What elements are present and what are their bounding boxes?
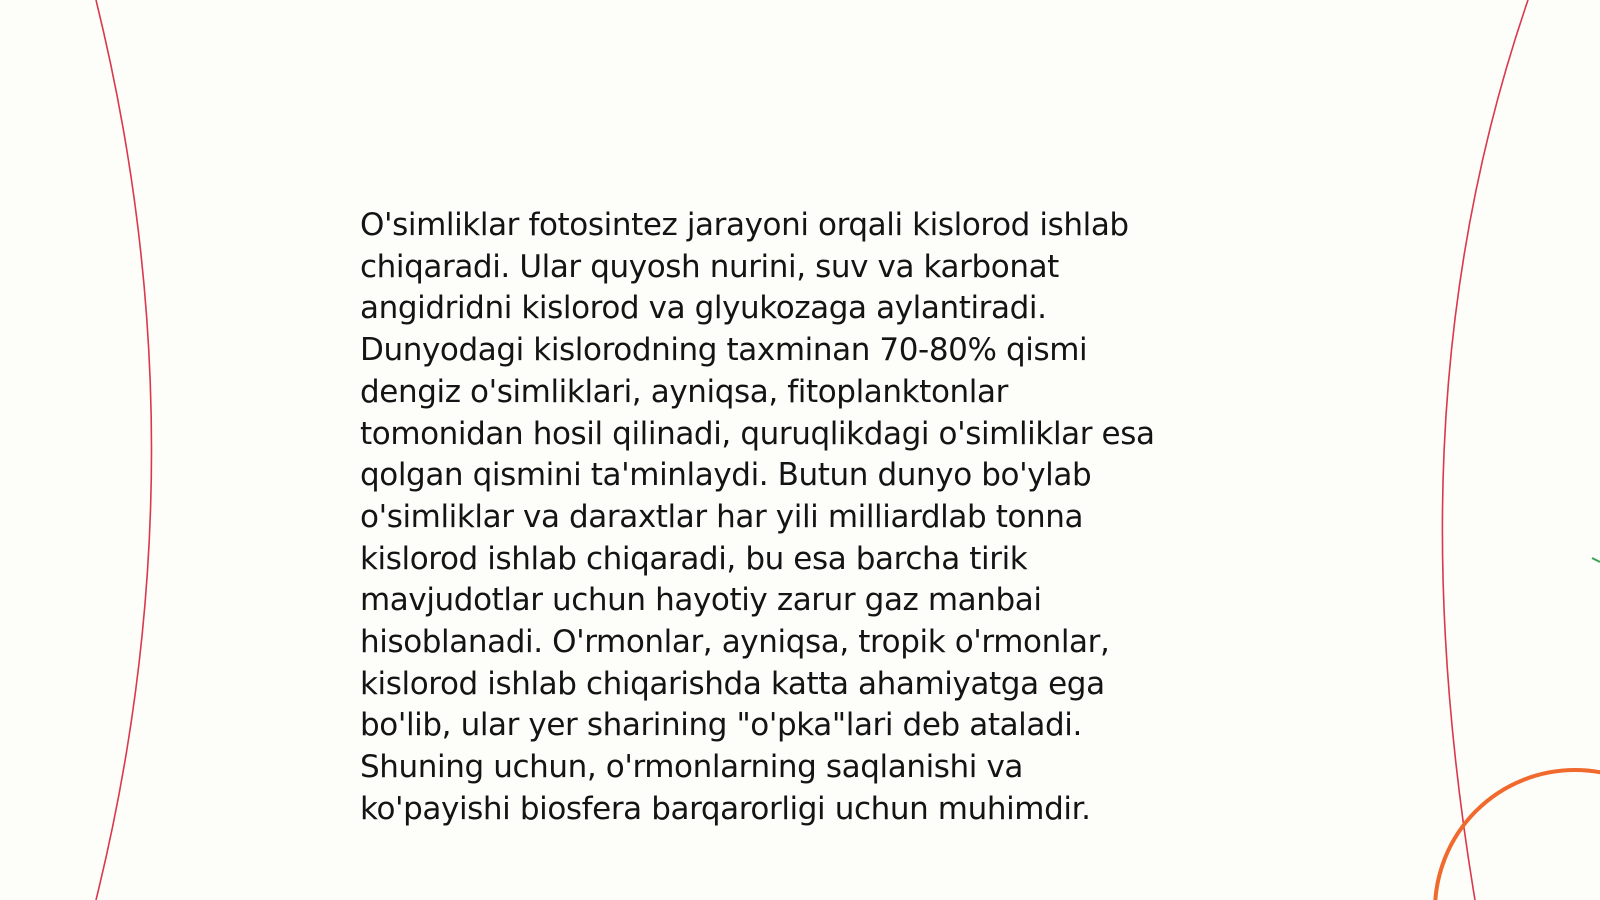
left-curve-line <box>96 0 152 900</box>
right-curve-line <box>1442 0 1528 900</box>
green-arrow-tick <box>1592 558 1600 562</box>
slide-body-text: O'simliklar fotosintez jarayoni orqali kislorod ishlab chiqaradi. Ular quyosh nurini, suv va karbonat angidridni kislorod va glyukozaga aylantiradi. Dunyodagi kislorodning taxminan 70-80% qismi dengiz o'simliklari, ayniqsa, fitoplanktonlar tomonidan hosil qilinadi, quruqlikdagi o'simliklar esa qolgan qismini ta'minlaydi. Butun dunyo bo'ylab o'simliklar va daraxtlar har yili milliardlab tonna kislorod ishlab chiqaradi, bu esa barcha tirik mavjudotlar uchun hayotiy zarur gaz manbai hisoblanadi. O'rmonlar, ayniqsa, tropik o'rmonlar, kislorod ishlab chiqarishda katta ahamiyatga ega bo'lib, ular yer sharining "o'pka"lari deb ataladi. Shuning uchun, o'rmonlarning saqlanishi va ko'payishi biosfera barqarorligi uchun muhimdir. <box>360 207 1155 827</box>
